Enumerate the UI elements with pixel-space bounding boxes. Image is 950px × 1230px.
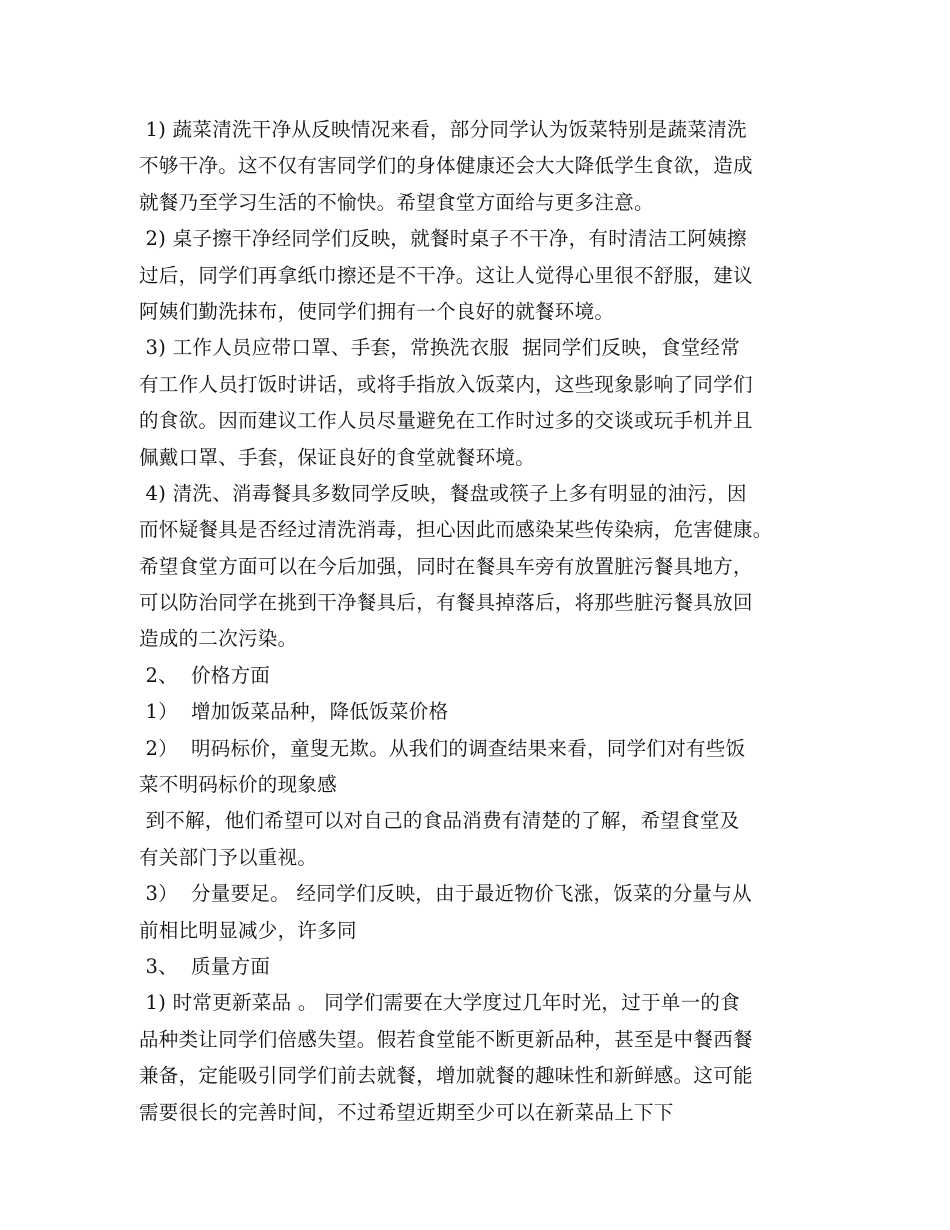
text-line: 不够干净。这不仅有害同学们的身体健康还会大大降低学生食欲，造成 xyxy=(139,154,753,178)
text-line: 希望食堂方面可以在今后加强，同时在餐具车旁有放置脏污餐具地方， xyxy=(139,554,753,578)
text-line: 1) 蔬菜清洗干净从反映情况来看，部分同学认为饭菜特别是蔬菜清洗 xyxy=(139,118,747,141)
text-line: 1） 增加饭菜品种，降低饭菜价格 xyxy=(139,700,449,724)
text-line: 阿姨们勤洗抹布，使同学们拥有一个良好的就餐环境。 xyxy=(139,299,615,323)
text-line: 2) 桌子擦干净经同学们反映，就餐时桌子不干净，有时清洁工阿姨擦 xyxy=(139,227,747,251)
text-line: 4) 清洗、消毒餐具多数同学反映，餐盘或筷子上多有明显的油污，因 xyxy=(139,481,747,505)
text-line: 就餐乃至学习生活的不愉快。希望食堂方面给与更多注意。 xyxy=(139,190,654,214)
text-line: 1) 时常更新菜品 。 同学们需要在大学度过几年时光，过于单一的食 xyxy=(139,991,741,1015)
text-line: 有关部门予以重视。 xyxy=(139,845,318,869)
text-line: 前相比明显减少，许多同 xyxy=(139,918,357,942)
text-line: 到不解，他们希望可以对自己的食品消费有清楚的了解，希望食堂及 xyxy=(139,809,740,833)
text-line: 的食欲。因而建议工作人员尽量避免在工作时过多的交谈或玩手机并且 xyxy=(139,409,753,433)
text-line: 可以防治同学在挑到干净餐具后，有餐具掉落后，将那些脏污餐具放回 xyxy=(139,591,753,615)
text-line: 3） 分量要足。 经同学们反映，由于最近物价飞涨，饭菜的分量与从 xyxy=(139,882,752,906)
text-line: 需要很长的完善时间，不过希望近期至少可以在新菜品上下下 xyxy=(139,1100,674,1124)
text-line: 品种类让同学们倍感失望。假若食堂能不断更新品种，甚至是中餐西餐 xyxy=(139,1027,753,1051)
section-heading: 3、 质量方面 xyxy=(139,954,271,978)
text-line: 2） 明码标价，童叟无欺。从我们的调查结果来看，同学们对有些饭 xyxy=(139,736,746,760)
text-line: 菜不明码标价的现象感 xyxy=(139,773,338,797)
text-line: 造成的二次污染。 xyxy=(139,627,298,651)
text-line: 佩戴口罩、手套，保证良好的食堂就餐环境。 xyxy=(139,445,536,469)
text-line: 兼备，定能吸引同学们前去就餐，增加就餐的趣味性和新鲜感。这可能 xyxy=(139,1064,753,1088)
text-line: 过后，同学们再拿纸巾擦还是不干净。这让人觉得心里很不舒服，建议 xyxy=(139,263,753,287)
text-line: 有工作人员打饭时讲话，或将手指放入饭菜内，这些现象影响了同学们 xyxy=(139,372,753,396)
text-line: 3) 工作人员应带口罩、手套，常换洗衣服 据同学们反映，食堂经常 xyxy=(139,336,741,360)
document-body xyxy=(139,112,829,1131)
text-line: 而怀疑餐具是否经过清洗消毒，担心因此而感染某些传染病，危害健康。 xyxy=(139,518,773,542)
section-heading: 2、 价格方面 xyxy=(139,663,271,687)
